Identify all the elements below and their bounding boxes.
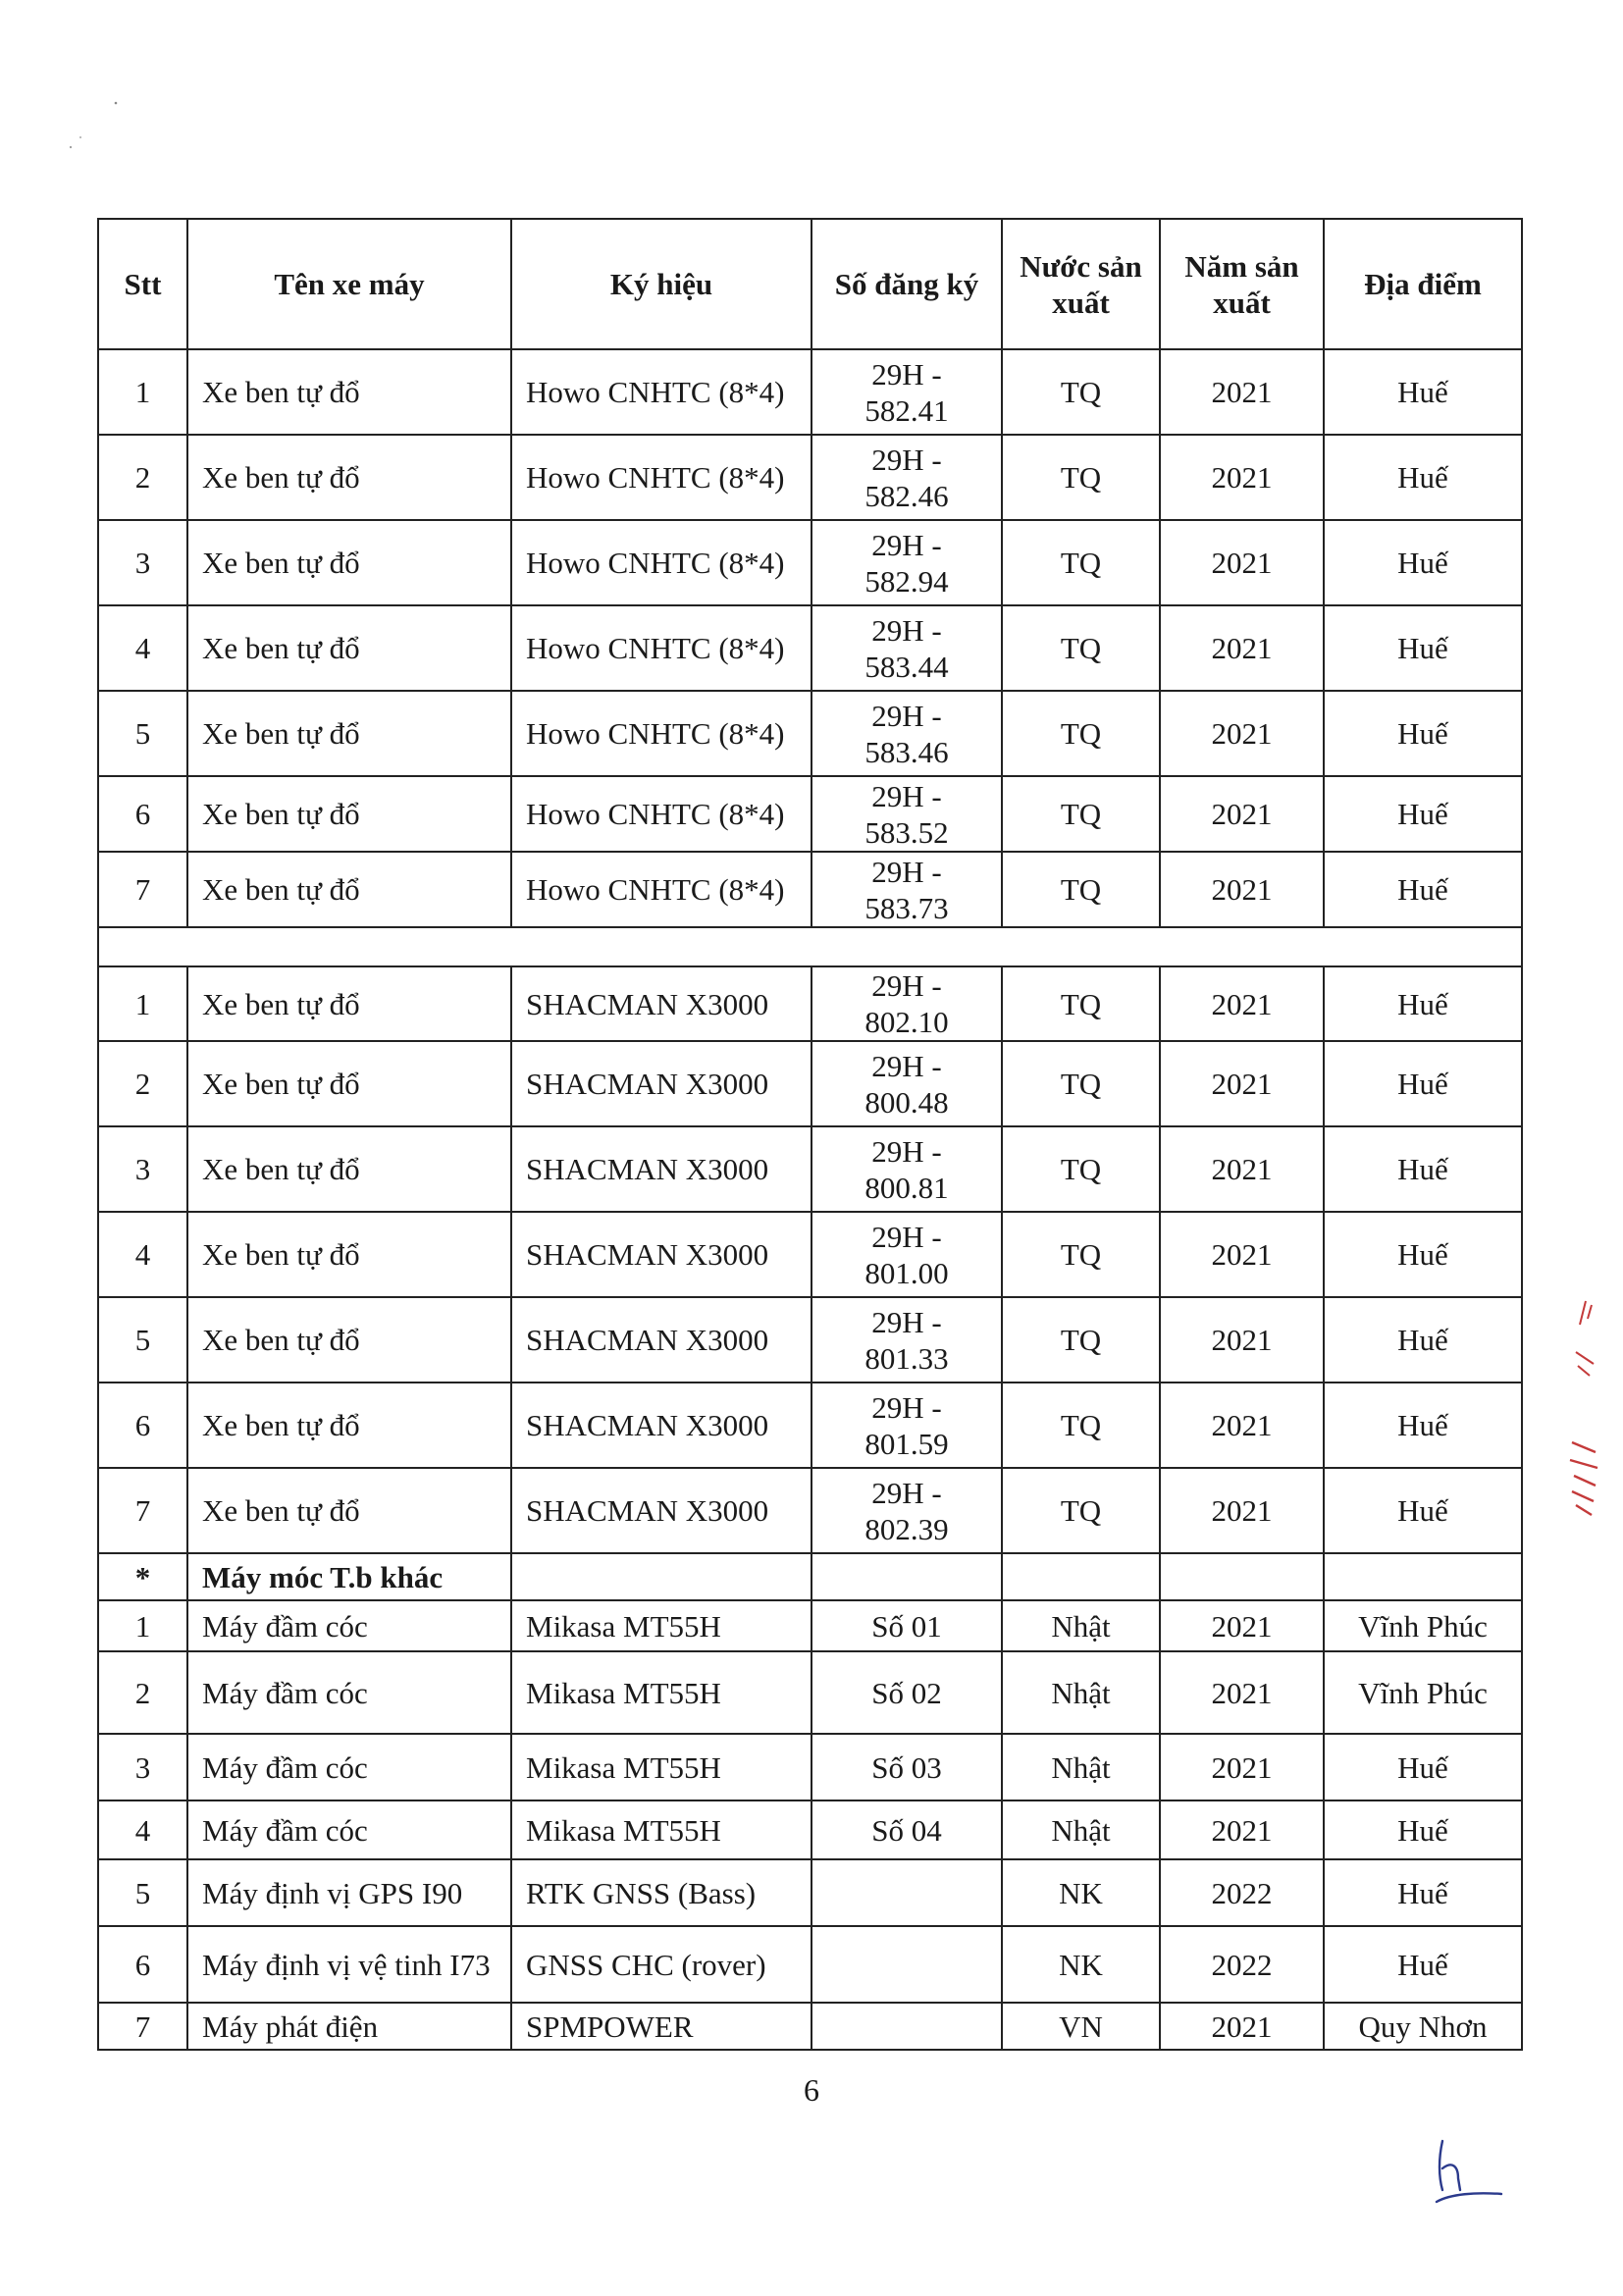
- cell-year: 2021: [1160, 1468, 1324, 1553]
- cell-stt: 6: [98, 1926, 187, 2003]
- cell-country: NK: [1002, 1926, 1160, 2003]
- cell-name: Xe ben tự đổ: [187, 605, 511, 691]
- cell-year: 2021: [1160, 966, 1324, 1041]
- registration-line-1: 29H -: [871, 1304, 942, 1339]
- cell-location: Vĩnh Phúc: [1324, 1600, 1522, 1651]
- cell-stt: 5: [98, 1297, 187, 1383]
- cell-stt: 3: [98, 1734, 187, 1800]
- table-row: [98, 1468, 1522, 1553]
- section-marker: *: [98, 1553, 187, 1600]
- cell-registration: [812, 1859, 1002, 1926]
- cell-stt: 2: [98, 1041, 187, 1126]
- cell-name: Xe ben tự đổ: [187, 1041, 511, 1126]
- cell-country: Nhật: [1002, 1734, 1160, 1800]
- registration-line-1: 29H -: [871, 1475, 942, 1510]
- cell-registration: [812, 1383, 1002, 1468]
- cell-registration: [812, 691, 1002, 776]
- cell-location: Huế: [1324, 1800, 1522, 1859]
- cell-model: SHACMAN X3000: [511, 1297, 812, 1383]
- cell-name: Máy đầm cóc: [187, 1800, 511, 1859]
- cell-stt: 4: [98, 1212, 187, 1297]
- cell-name: Máy đầm cóc: [187, 1651, 511, 1734]
- registration-line-2: 582.41: [864, 392, 949, 428]
- registration-line-2: 583.46: [864, 734, 949, 769]
- cell-location: Huế: [1324, 966, 1522, 1041]
- cell-year: 2021: [1160, 435, 1324, 520]
- cell-country: NK: [1002, 1859, 1160, 1926]
- cell-country: TQ: [1002, 1297, 1160, 1383]
- cell-model: Mikasa MT55H: [511, 1734, 812, 1800]
- section-title: Máy móc T.b khác: [187, 1553, 511, 1600]
- table-row: [98, 691, 1522, 776]
- cell-location: Huế: [1324, 1734, 1522, 1800]
- cell-year: 2021: [1160, 349, 1324, 435]
- cell-country: TQ: [1002, 1383, 1160, 1468]
- table-row: [98, 852, 1522, 927]
- cell-model: SHACMAN X3000: [511, 966, 812, 1041]
- cell-name: Xe ben tự đổ: [187, 1383, 511, 1468]
- cell-country: TQ: [1002, 691, 1160, 776]
- registration-line-1: 29H -: [871, 1389, 942, 1425]
- registration-line-1: 29H -: [871, 612, 942, 648]
- cell-stt: 5: [98, 691, 187, 776]
- cell-location: Huế: [1324, 1926, 1522, 2003]
- cell-location: Huế: [1324, 1126, 1522, 1212]
- cell-name: Xe ben tự đổ: [187, 966, 511, 1041]
- table-row: [98, 1212, 1522, 1297]
- cell-name: Máy định vị vệ tinh I73: [187, 1926, 511, 2003]
- cell-model: Howo CNHTC (8*4): [511, 852, 812, 927]
- table-row: [98, 966, 1522, 1041]
- cell-country: Nhật: [1002, 1651, 1160, 1734]
- registration-line-1: 29H -: [871, 778, 942, 813]
- equipment-table: [97, 218, 1523, 2051]
- cell-registration: [812, 1126, 1002, 1212]
- table-row: [98, 1126, 1522, 1212]
- registration-line-2: 582.46: [864, 478, 949, 513]
- cell-name: Xe ben tự đổ: [187, 1297, 511, 1383]
- cell-year: 2021: [1160, 852, 1324, 927]
- cell-stt: 2: [98, 1651, 187, 1734]
- cell-country: TQ: [1002, 605, 1160, 691]
- table-row: [98, 520, 1522, 605]
- cell-year: 2021: [1160, 776, 1324, 852]
- cell-name: Xe ben tự đổ: [187, 349, 511, 435]
- cell-location: Huế: [1324, 1212, 1522, 1297]
- table-row: [98, 605, 1522, 691]
- header-row: [98, 219, 1522, 349]
- cell-stt: 7: [98, 2003, 187, 2050]
- cell-registration: [812, 1297, 1002, 1383]
- cell-model: SHACMAN X3000: [511, 1468, 812, 1553]
- cell-year: 2021: [1160, 691, 1324, 776]
- empty-cell: [1160, 1553, 1324, 1600]
- table-body: [98, 349, 1522, 2050]
- registration-line-2: 802.10: [864, 1005, 949, 1039]
- cell-stt: 2: [98, 435, 187, 520]
- cell-stt: 4: [98, 605, 187, 691]
- cell-registration: Số 03: [812, 1734, 1002, 1800]
- cell-country: TQ: [1002, 435, 1160, 520]
- cell-year: 2021: [1160, 2003, 1324, 2050]
- registration-line-2: 583.73: [864, 890, 949, 925]
- cell-stt: 4: [98, 1800, 187, 1859]
- registration-line-2: 583.44: [864, 649, 949, 684]
- cell-registration: [812, 1926, 1002, 2003]
- cell-country: TQ: [1002, 349, 1160, 435]
- registration-line-2: 801.59: [864, 1426, 949, 1461]
- cell-year: 2021: [1160, 1212, 1324, 1297]
- cell-name: Xe ben tự đổ: [187, 852, 511, 927]
- cell-model: Mikasa MT55H: [511, 1600, 812, 1651]
- separator-cell: [98, 927, 1522, 966]
- cell-location: Huế: [1324, 776, 1522, 852]
- empty-cell: [511, 1553, 812, 1600]
- registration-line-1: 29H -: [871, 1133, 942, 1169]
- cell-year: 2021: [1160, 1041, 1324, 1126]
- cell-stt: 6: [98, 1383, 187, 1468]
- cell-year: 2022: [1160, 1926, 1324, 2003]
- cell-model: SHACMAN X3000: [511, 1041, 812, 1126]
- cell-country: TQ: [1002, 1041, 1160, 1126]
- cell-name: Xe ben tự đổ: [187, 520, 511, 605]
- cell-location: Huế: [1324, 691, 1522, 776]
- cell-stt: 7: [98, 1468, 187, 1553]
- cell-model: Mikasa MT55H: [511, 1651, 812, 1734]
- cell-model: Howo CNHTC (8*4): [511, 691, 812, 776]
- cell-model: SPMPOWER: [511, 2003, 812, 2050]
- header-registration: Số đăng ký: [812, 219, 1002, 349]
- cell-year: 2021: [1160, 1734, 1324, 1800]
- cell-name: Máy đầm cóc: [187, 1600, 511, 1651]
- cell-stt: 3: [98, 520, 187, 605]
- cell-location: Vĩnh Phúc: [1324, 1651, 1522, 1734]
- table-row: [98, 1926, 1522, 2003]
- cell-registration: [812, 1468, 1002, 1553]
- cell-stt: 1: [98, 1600, 187, 1651]
- cell-year: 2021: [1160, 605, 1324, 691]
- cell-country: TQ: [1002, 1468, 1160, 1553]
- cell-registration: [812, 1212, 1002, 1297]
- header-country: Nước sản xuất: [1002, 219, 1160, 349]
- section-row: [98, 1553, 1522, 1600]
- cell-location: Huế: [1324, 852, 1522, 927]
- registration-line-2: 801.00: [864, 1255, 949, 1290]
- cell-registration: [812, 349, 1002, 435]
- cell-name: Máy đầm cóc: [187, 1734, 511, 1800]
- cell-location: Huế: [1324, 349, 1522, 435]
- cell-stt: 7: [98, 852, 187, 927]
- cell-location: Huế: [1324, 605, 1522, 691]
- registration-line-1: 29H -: [871, 698, 942, 733]
- scan-specks: [59, 93, 128, 162]
- cell-country: TQ: [1002, 1212, 1160, 1297]
- table-row: [98, 1297, 1522, 1383]
- cell-year: 2021: [1160, 520, 1324, 605]
- cell-name: Xe ben tự đổ: [187, 435, 511, 520]
- registration-line-1: 29H -: [871, 356, 942, 391]
- cell-registration: [812, 1041, 1002, 1126]
- cell-country: Nhật: [1002, 1600, 1160, 1651]
- cell-registration: [812, 2003, 1002, 2050]
- cell-name: Xe ben tự đổ: [187, 691, 511, 776]
- registration-line-1: 29H -: [871, 968, 942, 1003]
- table-row: [98, 435, 1522, 520]
- cell-stt: 3: [98, 1126, 187, 1212]
- empty-cell: [1324, 1553, 1522, 1600]
- registration-line-2: 800.81: [864, 1170, 949, 1205]
- cell-model: SHACMAN X3000: [511, 1383, 812, 1468]
- cell-location: Huế: [1324, 1297, 1522, 1383]
- cell-year: 2021: [1160, 1651, 1324, 1734]
- cell-stt: 1: [98, 349, 187, 435]
- cell-name: Xe ben tự đổ: [187, 1126, 511, 1212]
- table-row: [98, 1800, 1522, 1859]
- table-row: [98, 1600, 1522, 1651]
- header-model: Ký hiệu: [511, 219, 812, 349]
- registration-line-1: 29H -: [871, 1219, 942, 1254]
- cell-name: Xe ben tự đổ: [187, 1468, 511, 1553]
- separator-row: [98, 927, 1522, 966]
- cell-year: 2021: [1160, 1800, 1324, 1859]
- cell-registration: [812, 520, 1002, 605]
- cell-location: Huế: [1324, 520, 1522, 605]
- cell-country: VN: [1002, 2003, 1160, 2050]
- cell-location: Huế: [1324, 1041, 1522, 1126]
- header-stt: Stt: [98, 219, 187, 349]
- cell-country: TQ: [1002, 776, 1160, 852]
- cell-registration: Số 02: [812, 1651, 1002, 1734]
- table-row: [98, 1859, 1522, 1926]
- registration-line-1: 29H -: [871, 442, 942, 477]
- cell-model: Howo CNHTC (8*4): [511, 520, 812, 605]
- cell-model: Howo CNHTC (8*4): [511, 349, 812, 435]
- cell-model: GNSS CHC (rover): [511, 1926, 812, 2003]
- cell-year: 2021: [1160, 1600, 1324, 1651]
- cell-stt: 5: [98, 1859, 187, 1926]
- header-year: Năm sản xuất: [1160, 219, 1324, 349]
- empty-cell: [1002, 1553, 1160, 1600]
- registration-line-1: 29H -: [871, 1048, 942, 1083]
- cell-registration: [812, 852, 1002, 927]
- cell-country: TQ: [1002, 520, 1160, 605]
- cell-country: TQ: [1002, 966, 1160, 1041]
- table-row: [98, 1041, 1522, 1126]
- cell-location: Quy Nhơn: [1324, 2003, 1522, 2050]
- cell-year: 2021: [1160, 1126, 1324, 1212]
- cell-registration: Số 01: [812, 1600, 1002, 1651]
- signature-initials: [1431, 2135, 1509, 2214]
- table-row: [98, 1734, 1522, 1800]
- cell-registration: [812, 776, 1002, 852]
- cell-location: Huế: [1324, 435, 1522, 520]
- cell-stt: 1: [98, 966, 187, 1041]
- cell-year: 2022: [1160, 1859, 1324, 1926]
- registration-line-2: 582.94: [864, 563, 949, 599]
- cell-model: SHACMAN X3000: [511, 1212, 812, 1297]
- cell-model: Howo CNHTC (8*4): [511, 435, 812, 520]
- registration-line-2: 583.52: [864, 814, 949, 850]
- registration-line-2: 802.39: [864, 1511, 949, 1546]
- cell-model: Mikasa MT55H: [511, 1800, 812, 1859]
- cell-country: TQ: [1002, 1126, 1160, 1212]
- cell-model: SHACMAN X3000: [511, 1126, 812, 1212]
- page-number: 6: [804, 2072, 819, 2108]
- cell-model: Howo CNHTC (8*4): [511, 605, 812, 691]
- cell-name: Máy phát điện: [187, 2003, 511, 2050]
- cell-name: Xe ben tự đổ: [187, 776, 511, 852]
- header-location: Địa điểm: [1324, 219, 1522, 349]
- cell-country: Nhật: [1002, 1800, 1160, 1859]
- cell-location: Huế: [1324, 1468, 1522, 1553]
- registration-line-2: 801.33: [864, 1340, 949, 1376]
- cell-name: Xe ben tự đổ: [187, 1212, 511, 1297]
- margin-stamp-marks: [1566, 1295, 1605, 1550]
- table-row: [98, 1651, 1522, 1734]
- cell-registration: [812, 605, 1002, 691]
- cell-year: 2021: [1160, 1297, 1324, 1383]
- cell-model: Howo CNHTC (8*4): [511, 776, 812, 852]
- table-row: [98, 1383, 1522, 1468]
- registration-line-2: 800.48: [864, 1084, 949, 1120]
- cell-location: Huế: [1324, 1383, 1522, 1468]
- cell-location: Huế: [1324, 1859, 1522, 1926]
- table-row: [98, 2003, 1522, 2050]
- cell-registration: Số 04: [812, 1800, 1002, 1859]
- cell-registration: [812, 435, 1002, 520]
- table-row: [98, 776, 1522, 852]
- table-row: [98, 349, 1522, 435]
- cell-stt: 6: [98, 776, 187, 852]
- registration-line-1: 29H -: [871, 527, 942, 562]
- empty-cell: [812, 1553, 1002, 1600]
- cell-country: TQ: [1002, 852, 1160, 927]
- registration-line-1: 29H -: [871, 854, 942, 889]
- cell-year: 2021: [1160, 1383, 1324, 1468]
- header-name: Tên xe máy: [187, 219, 511, 349]
- cell-name: Máy định vị GPS I90: [187, 1859, 511, 1926]
- cell-model: RTK GNSS (Bass): [511, 1859, 812, 1926]
- cell-registration: [812, 966, 1002, 1041]
